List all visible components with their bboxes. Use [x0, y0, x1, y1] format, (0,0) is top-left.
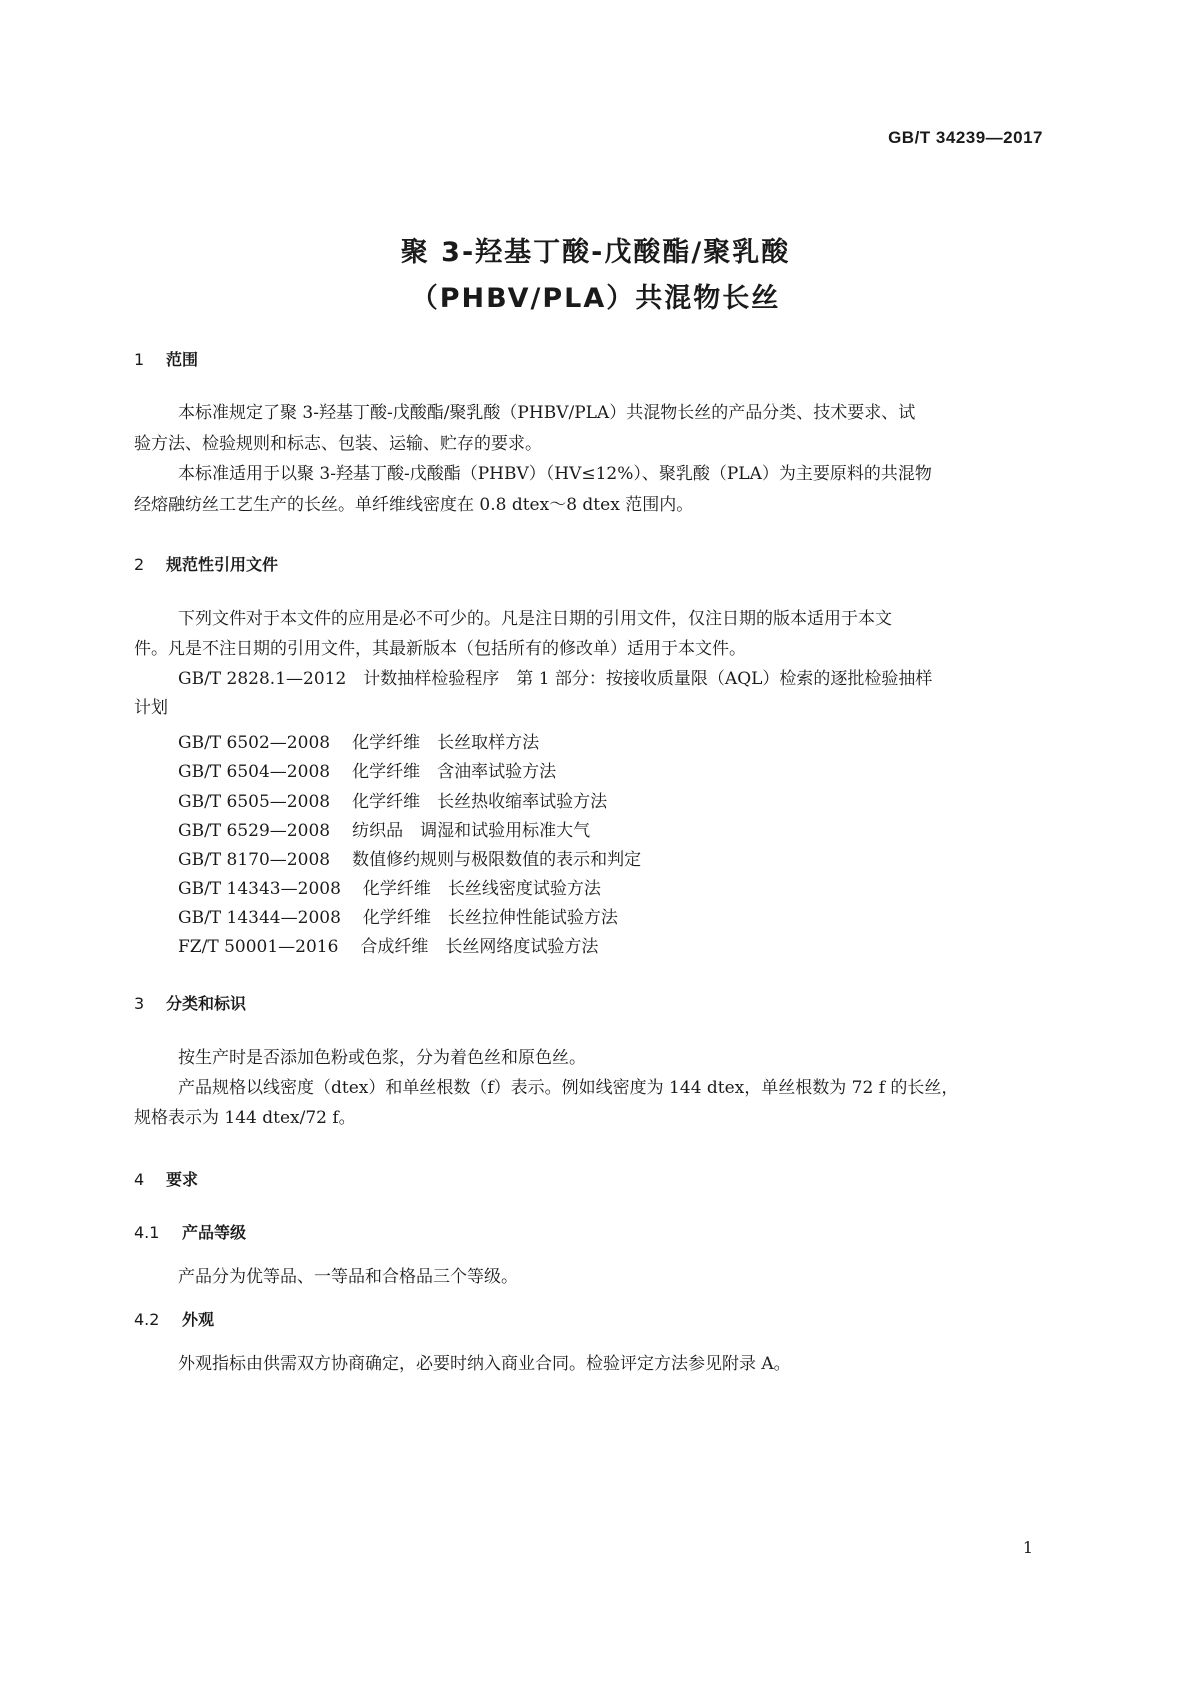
document-title-line-1: 聚 3-羟基丁酸-戊酸酯/聚乳酸	[400, 237, 791, 268]
section-1-heading	[134, 347, 198, 370]
paragraph-continuation: 件。凡是不注日期的引用文件，其最新版本（包括所有的修改单）适用于本文件。	[134, 639, 746, 659]
reference-entry	[178, 728, 561, 753]
reference-code: GB/T 6529—2008	[178, 821, 331, 841]
paragraph: 本标准规定了聚 3-羟基丁酸-戊酸酯/聚乳酸（PHBV/PLA）共混物长丝的产品分类、技术要求、试	[178, 403, 916, 423]
reference-code: GB/T 14343—2008	[178, 879, 341, 899]
paragraph-continuation: 规格表示为 144 dtex/72 f。	[134, 1108, 356, 1128]
section-title: 产品等级	[182, 1223, 247, 1242]
section-number: 4.1	[134, 1223, 160, 1242]
reference-entry	[178, 757, 578, 782]
standard-number: GB/T 34239—2017	[888, 128, 1043, 147]
reference-entry-continuation: 计划	[134, 698, 168, 718]
reference-title: 化学纤维 长丝热收缩率试验方法	[352, 792, 608, 812]
section-number: 4.2	[134, 1310, 160, 1329]
paragraph-continuation: 验方法、检验规则和标志、包装、运输、贮存的要求。	[134, 434, 542, 454]
reference-code: GB/T 6502—2008	[178, 733, 331, 753]
reference-title: 合成纤维 长丝网络度试验方法	[360, 937, 599, 957]
paragraph: 本标准适用于以聚 3-羟基丁酸-戊酸酯（PHBV）（HV≤12%）、聚乳酸（PLA）为主要原料的共混物	[178, 464, 932, 484]
reference-code: GB/T 6504—2008	[178, 762, 331, 782]
document-title-line-2: （PHBV/PLA）共混物长丝	[410, 283, 781, 314]
section-number: 3	[134, 994, 145, 1013]
reference-entry	[178, 845, 663, 870]
paragraph: 产品分为优等品、一等品和合格品三个等级。	[178, 1267, 518, 1287]
reference-entry	[178, 874, 623, 899]
section-3-heading	[134, 991, 246, 1014]
reference-code: GB/T 14344—2008	[178, 908, 341, 928]
reference-title: 化学纤维 含油率试验方法	[352, 762, 557, 782]
reference-title: 化学纤维 长丝取样方法	[352, 733, 540, 753]
section-2-heading	[134, 552, 278, 575]
reference-code: GB/T 8170—2008	[178, 850, 331, 870]
reference-title: 化学纤维 长丝拉伸性能试验方法	[362, 908, 618, 928]
reference-title: 化学纤维 长丝线密度试验方法	[362, 879, 601, 899]
reference-title: 数值修约规则与极限数值的表示和判定	[352, 850, 642, 870]
reference-entry	[178, 903, 640, 928]
section-title: 范围	[166, 350, 199, 369]
reference-title: 纺织品 调湿和试验用标准大气	[352, 821, 591, 841]
reference-entry	[178, 932, 620, 957]
section-4-heading	[134, 1167, 198, 1190]
subsection-4-2-heading	[134, 1307, 214, 1330]
paragraph-continuation: 经熔融纺丝工艺生产的长丝。单纤维线密度在 0.8 dtex～8 dtex 范围内。	[134, 495, 694, 515]
paragraph: 产品规格以线密度（dtex）和单丝根数（f）表示。例如线密度为 144 dtex，单丝根数为 72 f 的长丝，	[178, 1078, 959, 1098]
reference-entry: GB/T 2828.1—2012 计数抽样检验程序 第 1 部分：按接收质量限（AQL）检索的逐批检验抽样	[178, 669, 933, 689]
section-number: 2	[134, 555, 145, 574]
section-title: 外观	[182, 1310, 215, 1329]
section-number: 4	[134, 1170, 145, 1189]
paragraph: 外观指标由供需双方协商确定，必要时纳入商业合同。检验评定方法参见附录 A。	[178, 1354, 791, 1374]
section-title: 规范性引用文件	[166, 555, 279, 574]
subsection-4-1-heading	[134, 1220, 246, 1243]
paragraph: 下列文件对于本文件的应用是必不可少的。凡是注日期的引用文件，仅注日期的版本适用于本文	[178, 609, 892, 629]
reference-entry	[178, 816, 612, 841]
paragraph: 按生产时是否添加色粉或色浆，分为着色丝和原色丝。	[178, 1048, 586, 1068]
reference-code: FZ/T 50001—2016	[178, 937, 339, 957]
section-title: 要求	[166, 1170, 199, 1189]
page-number: 1	[1022, 1538, 1033, 1557]
section-title: 分类和标识	[166, 994, 247, 1013]
reference-entry	[178, 787, 629, 812]
section-number: 1	[134, 350, 145, 369]
reference-code: GB/T 6505—2008	[178, 792, 331, 812]
